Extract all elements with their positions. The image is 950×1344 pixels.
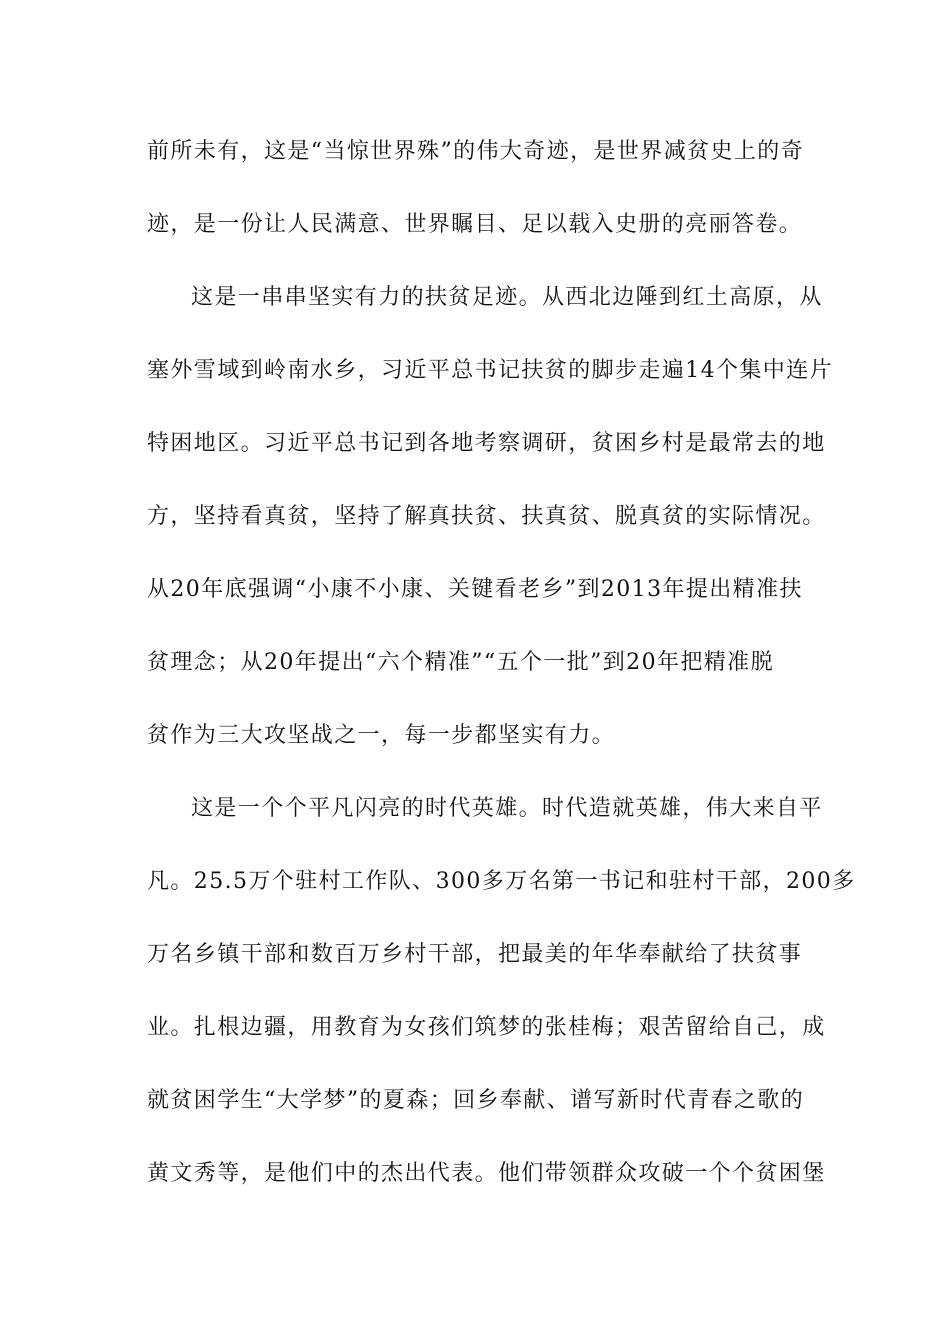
- text-line: 方，坚持看真贫，坚持了解真扶贫、扶真贫、脱真贫的实际情况。: [147, 504, 826, 529]
- text-line: 就贫困学生“大学梦”的夏森；回乡奉献、谱写新时代青春之歌的: [147, 1088, 805, 1113]
- text-line: 从20年底强调“小康不小康、关键看老乡”到2013年提出精准扶: [147, 577, 803, 602]
- text-line: 贫理念；从20年提出“六个精准”“五个一批”到20年把精准脱: [147, 650, 774, 675]
- text-line: 黄文秀等，是他们中的杰出代表。他们带领群众攻破一个个贫困堡: [147, 1161, 826, 1186]
- paragraph-start-line: 这是一个个平凡闪亮的时代英雄。时代造就英雄，伟大来自平: [191, 796, 823, 821]
- text-line: 万名乡镇干部和数百万乡村干部，把最美的年华奉献给了扶贫事: [147, 942, 803, 967]
- paragraph-start-line: 这是一串串坚实有力的扶贫足迹。从西北边陲到红土高原，从: [191, 285, 823, 310]
- text-line: 业。扎根边疆，用教育为女孩们筑梦的张桂梅；艰苦留给自己，成: [147, 1015, 826, 1040]
- text-line: 凡。25.5万个驻村工作队、300多万名第一书记和驻村干部，200多: [147, 869, 856, 894]
- text-line: 塞外雪域到岭南水乡，习近平总书记扶贫的脚步走遍14个集中连片: [147, 358, 833, 383]
- text-line: 贫作为三大攻坚战之一，每一步都坚实有力。: [147, 723, 616, 748]
- text-line: 特困地区。习近平总书记到各地考察调研，贫困乡村是最常去的地: [147, 431, 826, 456]
- text-line: 迹，是一份让人民满意、世界瞩目、足以载入史册的亮丽答卷。: [147, 212, 803, 237]
- text-line: 前所未有，这是“当惊世界殊”的伟大奇迹，是世界减贫史上的奇: [147, 139, 805, 164]
